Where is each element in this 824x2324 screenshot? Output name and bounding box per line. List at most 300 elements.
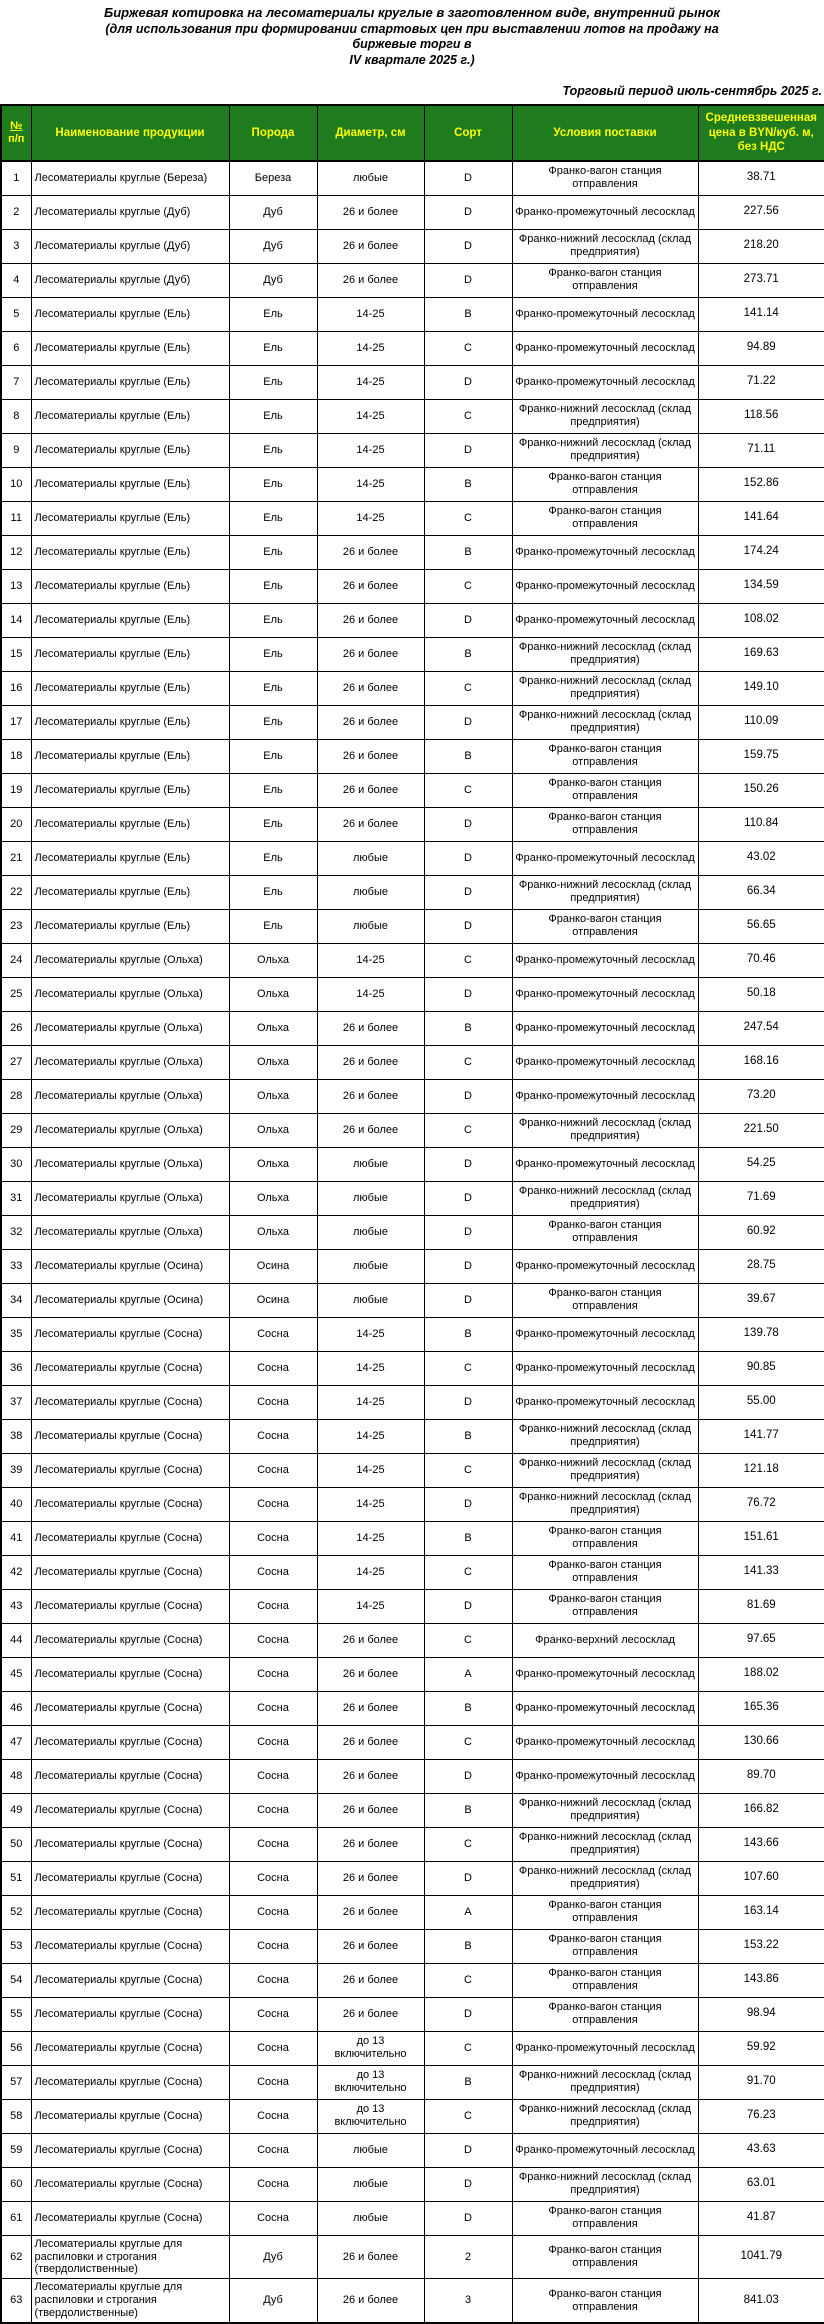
cell-diameter: любые (317, 875, 424, 909)
cell-delivery: Франко-нижний лесосклад (склад предприятия) (512, 1487, 698, 1521)
cell-species: Сосна (229, 1929, 317, 1963)
col-header-num-line1: № (10, 120, 23, 133)
table-row (1, 1759, 824, 1793)
cell-name: Лесоматериалы круглые (Сосна) (31, 1895, 229, 1929)
cell-grade: D (424, 1215, 512, 1249)
cell-species: Сосна (229, 1657, 317, 1691)
cell-delivery: Франко-вагон станция отправления (512, 467, 698, 501)
table-row (1, 2133, 824, 2167)
cell-num: 5 (1, 297, 31, 331)
cell-delivery: Франко-вагон станция отправления (512, 263, 698, 297)
cell-name: Лесоматериалы круглые (Ель) (31, 535, 229, 569)
cell-name: Лесоматериалы круглые (Ель) (31, 569, 229, 603)
cell-grade: B (424, 1929, 512, 1963)
cell-species: Ель (229, 909, 317, 943)
cell-price: 107.60 (698, 1861, 824, 1895)
cell-species: Ель (229, 501, 317, 535)
cell-grade: C (424, 501, 512, 535)
cell-diameter: 14-25 (317, 433, 424, 467)
table-row (1, 1113, 824, 1147)
cell-name: Лесоматериалы круглые (Ель) (31, 433, 229, 467)
cell-grade: D (424, 841, 512, 875)
cell-num: 57 (1, 2065, 31, 2099)
cell-num: 44 (1, 1623, 31, 1657)
page-subtitle-line2: биржевые торги в (352, 37, 472, 52)
table-row (1, 467, 824, 501)
cell-num: 23 (1, 909, 31, 943)
cell-price: 143.86 (698, 1963, 824, 1997)
table-row (1, 263, 824, 297)
cell-num: 7 (1, 365, 31, 399)
cell-grade: D (424, 161, 512, 196)
cell-grade: B (424, 297, 512, 331)
cell-name: Лесоматериалы круглые (Ель) (31, 773, 229, 807)
cell-species: Сосна (229, 2065, 317, 2099)
cell-grade: C (424, 1453, 512, 1487)
cell-name: Лесоматериалы круглые (Ель) (31, 671, 229, 705)
cell-name: Лесоматериалы круглые (Ель) (31, 365, 229, 399)
cell-name: Лесоматериалы круглые (Сосна) (31, 2201, 229, 2235)
cell-price: 221.50 (698, 1113, 824, 1147)
cell-species: Ель (229, 773, 317, 807)
cell-price: 273.71 (698, 263, 824, 297)
table-row (1, 1997, 824, 2031)
col-header-name: Наименование продукции (31, 105, 229, 160)
table-row (1, 1487, 824, 1521)
cell-delivery: Франко-промежуточный лесосклад (512, 1657, 698, 1691)
cell-species: Дуб (229, 263, 317, 297)
cell-name: Лесоматериалы круглые (Ель) (31, 637, 229, 671)
cell-num: 15 (1, 637, 31, 671)
cell-diameter: любые (317, 1283, 424, 1317)
cell-num: 47 (1, 1725, 31, 1759)
cell-grade: C (424, 1827, 512, 1861)
cell-grade: D (424, 195, 512, 229)
cell-delivery: Франко-нижний лесосклад (склад предприятия) (512, 1181, 698, 1215)
table-row (1, 365, 824, 399)
cell-diameter: 26 и более (317, 603, 424, 637)
cell-grade: D (424, 1181, 512, 1215)
cell-diameter: 26 и более (317, 1963, 424, 1997)
cell-species: Сосна (229, 2167, 317, 2201)
cell-name: Лесоматериалы круглые (Сосна) (31, 1589, 229, 1623)
cell-grade: D (424, 977, 512, 1011)
cell-name: Лесоматериалы круглые (Дуб) (31, 263, 229, 297)
cell-species: Сосна (229, 2201, 317, 2235)
cell-species: Сосна (229, 2099, 317, 2133)
cell-price: 152.86 (698, 467, 824, 501)
cell-name: Лесоматериалы круглые (Ольха) (31, 977, 229, 1011)
cell-delivery: Франко-промежуточный лесосклад (512, 1759, 698, 1793)
cell-grade: C (424, 331, 512, 365)
table-row (1, 1453, 824, 1487)
cell-name: Лесоматериалы круглые (Ольха) (31, 1079, 229, 1113)
cell-delivery: Франко-нижний лесосклад (склад предприятия) (512, 637, 698, 671)
cell-delivery: Франко-промежуточный лесосклад (512, 1079, 698, 1113)
table-row (1, 399, 824, 433)
cell-grade: D (424, 1861, 512, 1895)
table-row (1, 875, 824, 909)
cell-delivery: Франко-нижний лесосклад (склад предприятия) (512, 1419, 698, 1453)
cell-delivery: Франко-вагон станция отправления (512, 161, 698, 196)
table-row (1, 943, 824, 977)
cell-name: Лесоматериалы круглые (Ель) (31, 467, 229, 501)
cell-diameter: любые (317, 1181, 424, 1215)
cell-name: Лесоматериалы круглые (Сосна) (31, 1555, 229, 1589)
cell-num: 14 (1, 603, 31, 637)
cell-delivery: Франко-нижний лесосклад (склад предприятия) (512, 1453, 698, 1487)
table-row (1, 2099, 824, 2133)
cell-diameter: 26 и более (317, 1045, 424, 1079)
cell-price: 59.92 (698, 2031, 824, 2065)
cell-grade: D (424, 1249, 512, 1283)
cell-grade: B (424, 1011, 512, 1045)
cell-grade: D (424, 2133, 512, 2167)
cell-num: 49 (1, 1793, 31, 1827)
cell-diameter: 26 и более (317, 637, 424, 671)
cell-diameter: любые (317, 1249, 424, 1283)
cell-delivery: Франко-промежуточный лесосклад (512, 977, 698, 1011)
table-row (1, 637, 824, 671)
cell-diameter: 26 и более (317, 1827, 424, 1861)
cell-species: Сосна (229, 2031, 317, 2065)
table-row (1, 1963, 824, 1997)
cell-name: Лесоматериалы круглые (Ольха) (31, 1045, 229, 1079)
table-row (1, 1827, 824, 1861)
cell-species: Сосна (229, 1623, 317, 1657)
cell-name: Лесоматериалы круглые (Ель) (31, 331, 229, 365)
cell-species: Сосна (229, 1521, 317, 1555)
cell-delivery: Франко-нижний лесосклад (склад предприятия) (512, 705, 698, 739)
cell-delivery: Франко-промежуточный лесосклад (512, 2031, 698, 2065)
cell-price: 165.36 (698, 1691, 824, 1725)
table-row (1, 535, 824, 569)
table-row (1, 807, 824, 841)
cell-species: Ольха (229, 1181, 317, 1215)
cell-price: 50.18 (698, 977, 824, 1011)
cell-diameter: 26 и более (317, 535, 424, 569)
cell-diameter: любые (317, 909, 424, 943)
cell-delivery: Франко-вагон станция отправления (512, 807, 698, 841)
cell-num: 17 (1, 705, 31, 739)
cell-price: 168.16 (698, 1045, 824, 1079)
cell-grade: C (424, 1963, 512, 1997)
cell-diameter: до 13 включительно (317, 2065, 424, 2099)
cell-diameter: 26 и более (317, 739, 424, 773)
cell-delivery: Франко-промежуточный лесосклад (512, 1385, 698, 1419)
cell-price: 218.20 (698, 229, 824, 263)
cell-grade: D (424, 1147, 512, 1181)
cell-price: 110.84 (698, 807, 824, 841)
page-subtitle-line1: (для использования при формировании стартовых цен при выставлении лотов на продажу на (105, 21, 719, 36)
cell-grade: D (424, 229, 512, 263)
cell-num: 37 (1, 1385, 31, 1419)
col-header-price: Средневзвешенная цена в BYN/куб. м, без НДС (698, 105, 824, 160)
cell-grade: D (424, 365, 512, 399)
cell-diameter: 26 и более (317, 773, 424, 807)
cell-diameter: 14-25 (317, 399, 424, 433)
cell-species: Ель (229, 365, 317, 399)
cell-species: Ольха (229, 1113, 317, 1147)
cell-price: 43.02 (698, 841, 824, 875)
cell-grade: D (424, 1079, 512, 1113)
table-row (1, 2279, 824, 2323)
cell-name: Лесоматериалы круглые (Ель) (31, 603, 229, 637)
cell-species: Ель (229, 467, 317, 501)
table-row (1, 1657, 824, 1691)
cell-num: 43 (1, 1589, 31, 1623)
cell-grade: D (424, 1385, 512, 1419)
table-row (1, 1011, 824, 1045)
cell-diameter: любые (317, 1215, 424, 1249)
cell-price: 159.75 (698, 739, 824, 773)
cell-species: Сосна (229, 1385, 317, 1419)
cell-diameter: 26 и более (317, 1725, 424, 1759)
cell-price: 134.59 (698, 569, 824, 603)
cell-name: Лесоматериалы круглые (Ольха) (31, 1215, 229, 1249)
cell-species: Сосна (229, 1997, 317, 2031)
cell-grade: D (424, 2167, 512, 2201)
cell-grade: C (424, 1113, 512, 1147)
cell-price: 90.85 (698, 1351, 824, 1385)
cell-num: 50 (1, 1827, 31, 1861)
cell-species: Сосна (229, 2133, 317, 2167)
table-row (1, 1351, 824, 1385)
cell-species: Сосна (229, 1317, 317, 1351)
cell-delivery: Франко-промежуточный лесосклад (512, 603, 698, 637)
cell-grade: D (424, 875, 512, 909)
cell-num: 31 (1, 1181, 31, 1215)
table-row (1, 433, 824, 467)
table-row (1, 841, 824, 875)
cell-grade: B (424, 467, 512, 501)
cell-delivery: Франко-нижний лесосклад (склад предприятия) (512, 671, 698, 705)
cell-name: Лесоматериалы круглые (Сосна) (31, 2031, 229, 2065)
cell-price: 188.02 (698, 1657, 824, 1691)
quotes-table (0, 104, 824, 2324)
cell-num: 11 (1, 501, 31, 535)
cell-price: 1041.79 (698, 2235, 824, 2279)
cell-delivery: Франко-нижний лесосклад (склад предприятия) (512, 1113, 698, 1147)
cell-name: Лесоматериалы круглые (Береза) (31, 161, 229, 196)
cell-grade: C (424, 1623, 512, 1657)
cell-delivery: Франко-вагон станция отправления (512, 2279, 698, 2323)
cell-diameter: 26 и более (317, 263, 424, 297)
cell-diameter: 26 и более (317, 1997, 424, 2031)
cell-species: Сосна (229, 1827, 317, 1861)
cell-species: Ольха (229, 977, 317, 1011)
cell-price: 41.87 (698, 2201, 824, 2235)
cell-diameter: 26 и более (317, 1929, 424, 1963)
table-row (1, 1725, 824, 1759)
table-row (1, 1691, 824, 1725)
cell-num: 2 (1, 195, 31, 229)
cell-name: Лесоматериалы круглые (Сосна) (31, 1317, 229, 1351)
cell-species: Сосна (229, 1555, 317, 1589)
cell-diameter: 14-25 (317, 365, 424, 399)
cell-species: Ель (229, 399, 317, 433)
cell-name: Лесоматериалы круглые (Сосна) (31, 1453, 229, 1487)
cell-delivery: Франко-нижний лесосклад (склад предприятия) (512, 229, 698, 263)
cell-num: 61 (1, 2201, 31, 2235)
header-row (1, 105, 824, 160)
cell-grade: B (424, 1691, 512, 1725)
table-row (1, 1793, 824, 1827)
cell-name: Лесоматериалы круглые (Ель) (31, 875, 229, 909)
cell-delivery: Франко-нижний лесосклад (склад предприятия) (512, 2167, 698, 2201)
cell-delivery: Франко-нижний лесосклад (склад предприятия) (512, 875, 698, 909)
cell-name: Лесоматериалы круглые (Сосна) (31, 1521, 229, 1555)
table-row (1, 501, 824, 535)
table-row (1, 1181, 824, 1215)
cell-diameter: 14-25 (317, 1385, 424, 1419)
cell-grade: C (424, 2031, 512, 2065)
col-header-num (1, 105, 31, 160)
cell-num: 51 (1, 1861, 31, 1895)
cell-delivery: Франко-вагон станция отправления (512, 1215, 698, 1249)
cell-delivery: Франко-вагон станция отправления (512, 1589, 698, 1623)
cell-name: Лесоматериалы круглые (Сосна) (31, 2099, 229, 2133)
cell-name: Лесоматериалы круглые (Ель) (31, 841, 229, 875)
cell-delivery: Франко-промежуточный лесосклад (512, 1351, 698, 1385)
cell-species: Береза (229, 161, 317, 196)
cell-name: Лесоматериалы круглые (Ель) (31, 739, 229, 773)
cell-diameter: 26 и более (317, 1793, 424, 1827)
cell-num: 35 (1, 1317, 31, 1351)
cell-price: 121.18 (698, 1453, 824, 1487)
cell-price: 98.94 (698, 1997, 824, 2031)
cell-species: Ель (229, 671, 317, 705)
cell-grade: C (424, 399, 512, 433)
cell-grade: D (424, 263, 512, 297)
table-row (1, 2201, 824, 2235)
cell-diameter: 14-25 (317, 977, 424, 1011)
cell-num: 3 (1, 229, 31, 263)
cell-price: 110.09 (698, 705, 824, 739)
cell-grade: D (424, 909, 512, 943)
cell-price: 227.56 (698, 195, 824, 229)
cell-delivery: Франко-промежуточный лесосклад (512, 1725, 698, 1759)
cell-price: 39.67 (698, 1283, 824, 1317)
cell-delivery: Франко-вагон станция отправления (512, 739, 698, 773)
table-row (1, 1317, 824, 1351)
cell-diameter: 26 и более (317, 1079, 424, 1113)
page-title: Биржевая котировка на лесоматериалы круглые в заготовленном виде, внутренний рынок (104, 5, 720, 20)
cell-num: 12 (1, 535, 31, 569)
cell-delivery: Франко-нижний лесосклад (склад предприятия) (512, 1827, 698, 1861)
cell-num: 9 (1, 433, 31, 467)
cell-name: Лесоматериалы круглые (Сосна) (31, 1351, 229, 1385)
cell-diameter: до 13 включительно (317, 2099, 424, 2133)
cell-name: Лесоматериалы круглые (Ель) (31, 705, 229, 739)
cell-price: 70.46 (698, 943, 824, 977)
cell-name: Лесоматериалы круглые (Дуб) (31, 195, 229, 229)
cell-species: Сосна (229, 1963, 317, 1997)
cell-species: Ель (229, 297, 317, 331)
cell-price: 71.11 (698, 433, 824, 467)
cell-delivery: Франко-нижний лесосклад (склад предприятия) (512, 2065, 698, 2099)
cell-grade: B (424, 1521, 512, 1555)
cell-price: 150.26 (698, 773, 824, 807)
table-row (1, 1895, 824, 1929)
cell-num: 33 (1, 1249, 31, 1283)
cell-diameter: 14-25 (317, 1351, 424, 1385)
table-row (1, 569, 824, 603)
cell-grade: B (424, 535, 512, 569)
cell-delivery: Франко-промежуточный лесосклад (512, 365, 698, 399)
table-header (1, 105, 824, 160)
cell-grade: D (424, 1759, 512, 1793)
cell-species: Сосна (229, 1759, 317, 1793)
cell-price: 91.70 (698, 2065, 824, 2099)
cell-diameter: 26 и более (317, 1657, 424, 1691)
cell-price: 151.61 (698, 1521, 824, 1555)
cell-delivery: Франко-вагон станция отправления (512, 1521, 698, 1555)
table-row (1, 1045, 824, 1079)
cell-price: 54.25 (698, 1147, 824, 1181)
cell-num: 21 (1, 841, 31, 875)
cell-name: Лесоматериалы круглые (Ель) (31, 807, 229, 841)
cell-delivery: Франко-промежуточный лесосклад (512, 1249, 698, 1283)
cell-delivery: Франко-промежуточный лесосклад (512, 943, 698, 977)
cell-price: 169.63 (698, 637, 824, 671)
cell-grade: C (424, 2099, 512, 2133)
cell-grade: 3 (424, 2279, 512, 2323)
cell-name: Лесоматериалы круглые (Ольха) (31, 1011, 229, 1045)
cell-grade: 2 (424, 2235, 512, 2279)
trading-period: Торговый период июль-сентябрь 2025 г. (562, 84, 822, 99)
cell-delivery: Франко-промежуточный лесосклад (512, 1045, 698, 1079)
cell-diameter: 14-25 (317, 1453, 424, 1487)
cell-name: Лесоматериалы круглые (Сосна) (31, 1419, 229, 1453)
cell-price: 73.20 (698, 1079, 824, 1113)
cell-num: 54 (1, 1963, 31, 1997)
cell-price: 143.66 (698, 1827, 824, 1861)
cell-name: Лесоматериалы круглые для распиловки и строгания (твердолиственные) (31, 2235, 229, 2279)
cell-species: Ель (229, 875, 317, 909)
cell-delivery: Франко-вагон станция отправления (512, 909, 698, 943)
cell-delivery: Франко-промежуточный лесосклад (512, 1147, 698, 1181)
cell-grade: D (424, 603, 512, 637)
cell-num: 29 (1, 1113, 31, 1147)
cell-grade: C (424, 671, 512, 705)
table-body (1, 161, 824, 2324)
cell-grade: C (424, 1045, 512, 1079)
cell-delivery: Франко-вагон станция отправления (512, 1929, 698, 1963)
cell-price: 56.65 (698, 909, 824, 943)
table-row (1, 1861, 824, 1895)
cell-species: Ель (229, 841, 317, 875)
cell-species: Сосна (229, 1793, 317, 1827)
cell-name: Лесоматериалы круглые (Сосна) (31, 1759, 229, 1793)
cell-species: Ольха (229, 1011, 317, 1045)
cell-grade: C (424, 569, 512, 603)
cell-species: Дуб (229, 2279, 317, 2323)
cell-diameter: любые (317, 2201, 424, 2235)
cell-delivery: Франко-верхний лесосклад (512, 1623, 698, 1657)
cell-diameter: 14-25 (317, 1521, 424, 1555)
table-row (1, 1385, 824, 1419)
cell-species: Ель (229, 535, 317, 569)
cell-num: 6 (1, 331, 31, 365)
cell-diameter: 26 и более (317, 229, 424, 263)
cell-num: 34 (1, 1283, 31, 1317)
cell-price: 97.65 (698, 1623, 824, 1657)
cell-num: 58 (1, 2099, 31, 2133)
cell-diameter: 26 и более (317, 1623, 424, 1657)
cell-name: Лесоматериалы круглые (Сосна) (31, 1861, 229, 1895)
cell-delivery: Франко-вагон станция отправления (512, 1283, 698, 1317)
